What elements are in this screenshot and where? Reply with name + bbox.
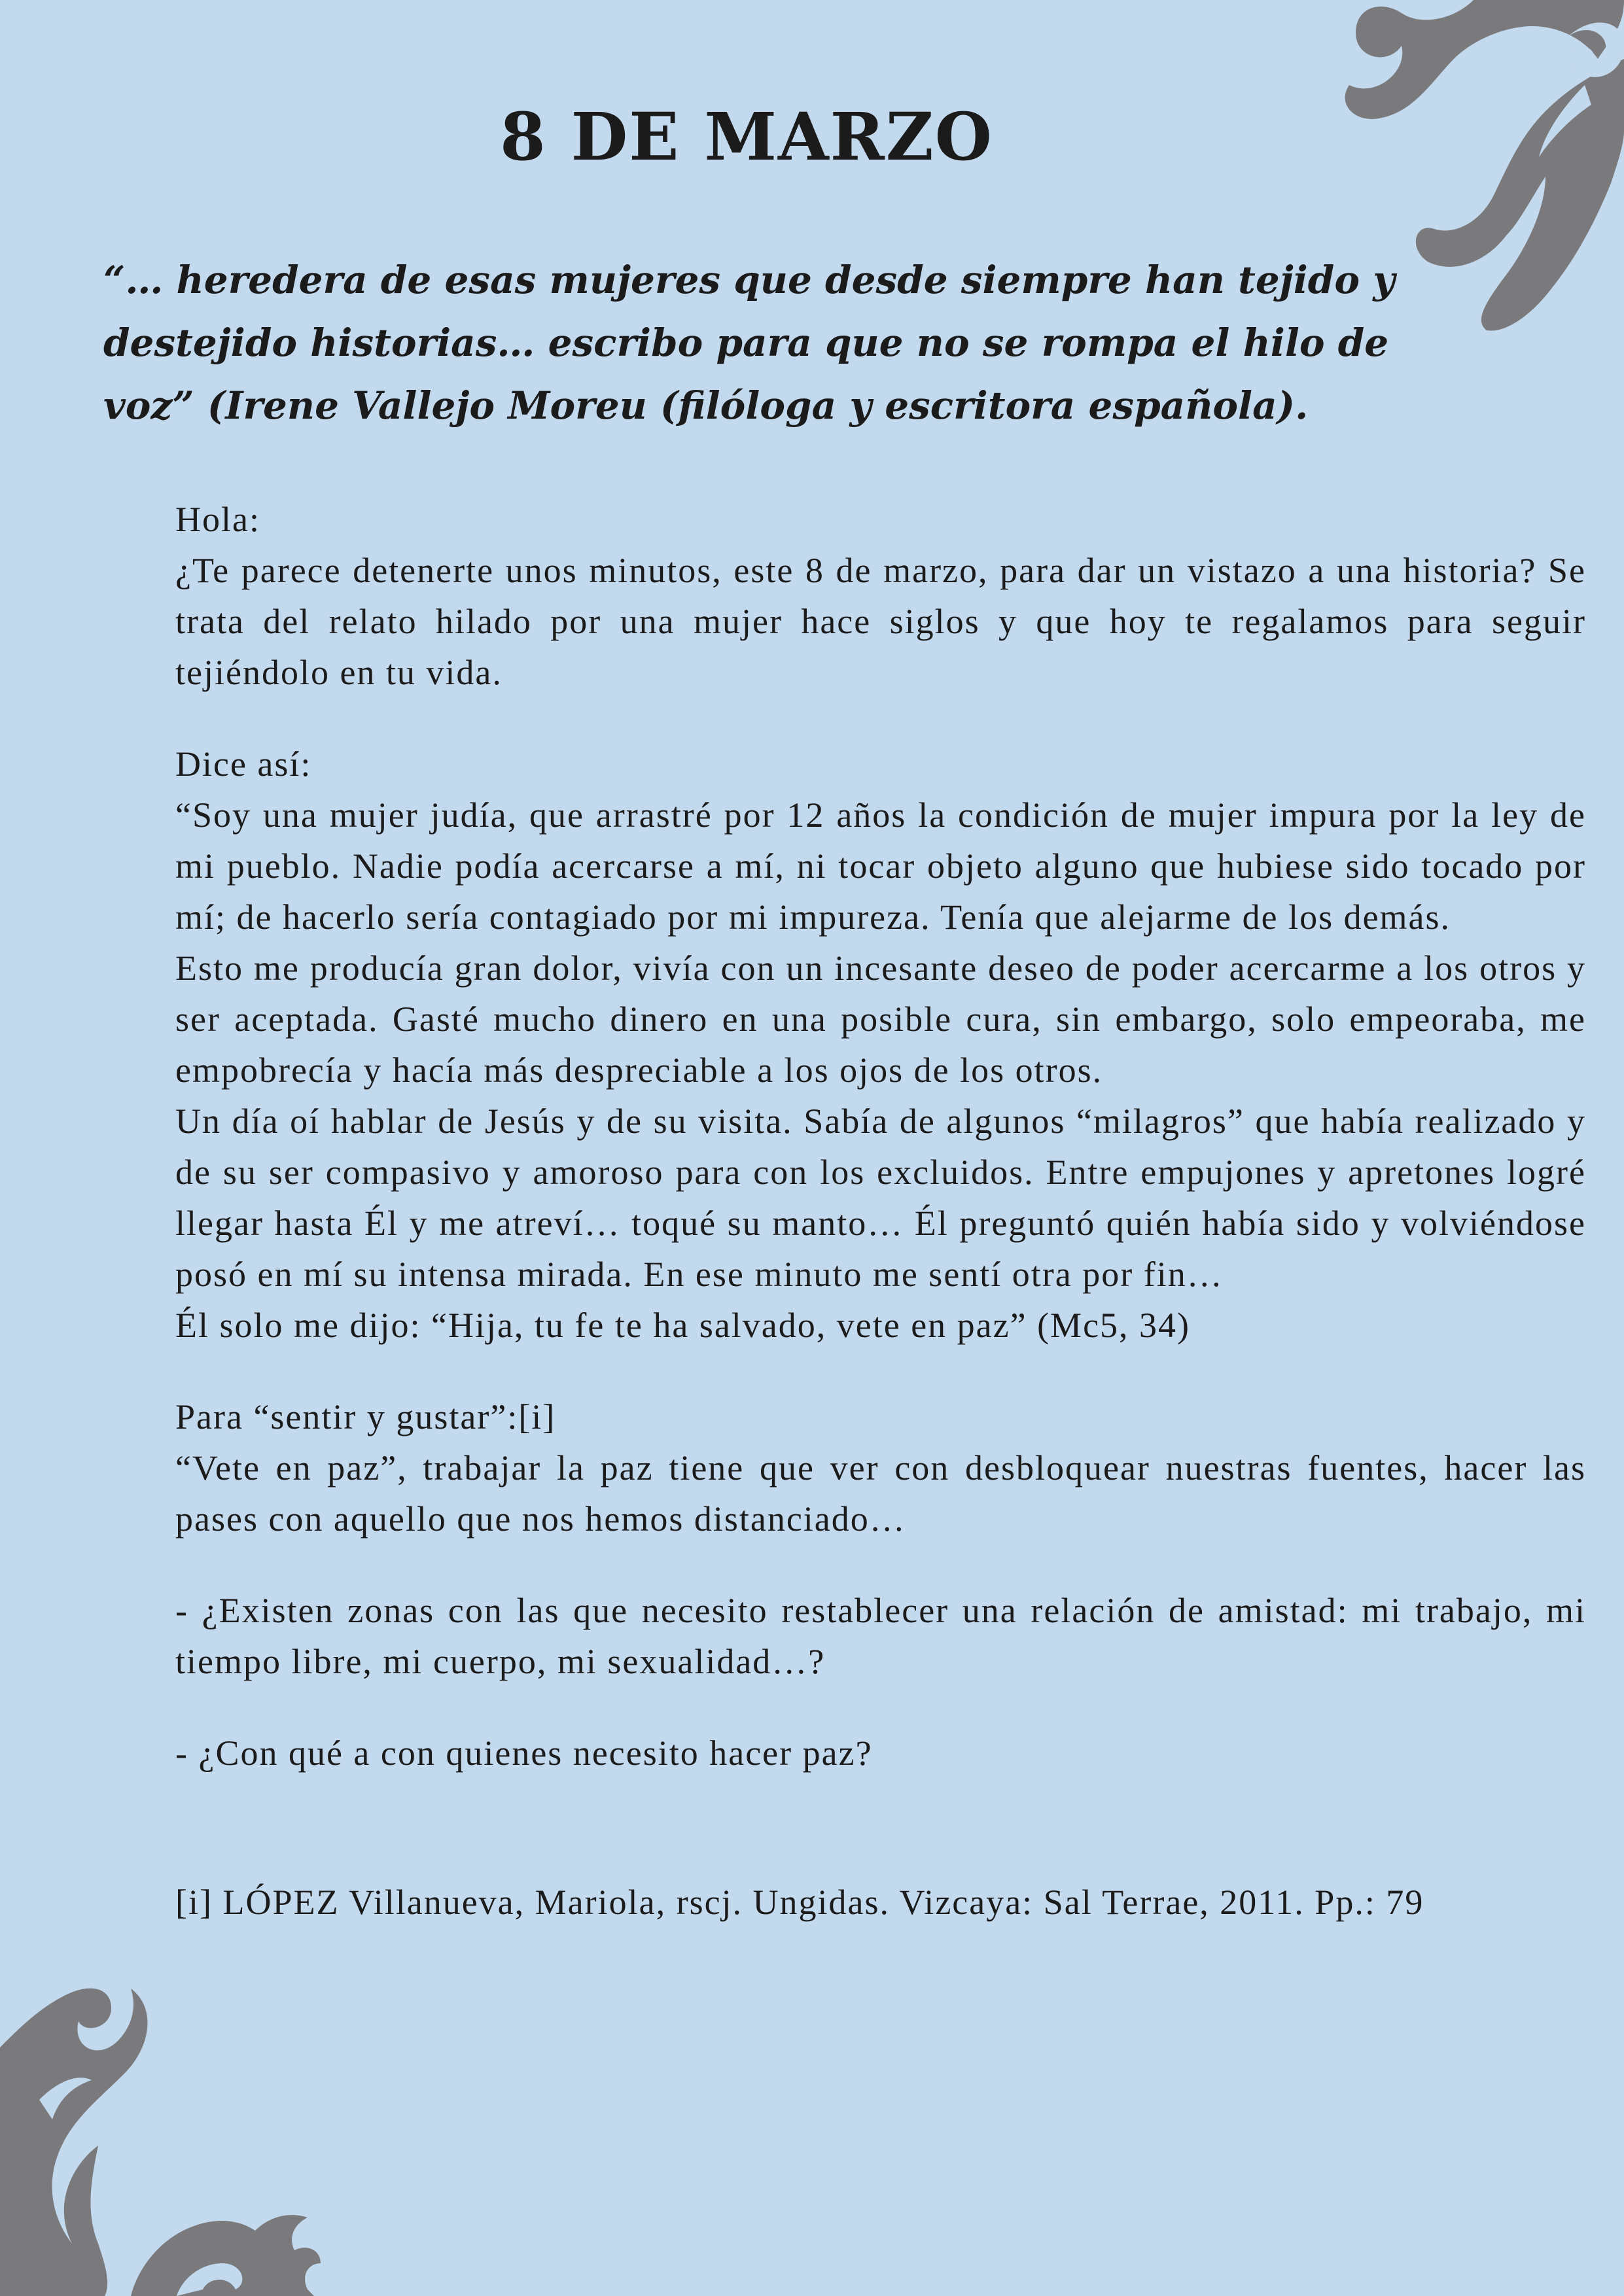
floral-ornament-bottom-left-icon [0,1969,327,2296]
story-paragraph: Esto me producía gran dolor, vivía con un incesante deseo de poder acercarme a los otros y ser aceptada. Gasté mucho dinero en una posible cura, sin embargo, solo empeoraba, me empobrecía y hacía más despreciable a los ojos de los otros. [175,948,1586,1090]
footnote: [i] LÓPEZ Villanueva, Mariola, rscj. Ungidas. Vizcaya: Sal Terrae, 2011. Pp.: 79 [175,1883,1424,1922]
sentir-heading: Para “sentir y gustar”:[i] [175,1397,556,1436]
letter-body [175,494,1586,1928]
intro-paragraph: ¿Te parece detenerte unos minutos, este 8 de marzo, para dar un vistazo a una historia? Se trata del relato hilado por una mujer hace siglos y que hoy te regalamos para seguir tejiéndolo en tu vida. [175,551,1586,692]
story-paragraph: Él solo me dijo: “Hija, tu fe te ha salvado, vete en paz” (Mc5, 34) [175,1306,1191,1345]
story-paragraph: Un día oí hablar de Jesús y de su visita. Sabía de algunos “milagros” que había realizado y de su ser compasivo y amoroso para con los excluidos. Entre empujones y apretones logré llegar hasta Él y me atreví… toqué su manto… Él preguntó quién había sido y volviéndose posó en mí su intensa mirada. En ese minuto me sentí otra por fin… [175,1102,1586,1294]
greeting: Hola: [175,500,260,539]
page-title: 8 DE MARZO [500,98,993,175]
epigraph-quote: “… heredera de esas mujeres que desde siempre han tejido y destejido historias… escribo para que no se rompa el hilo de voz” (Irene Vallejo Moreu (filóloga y escritora española). [103,258,1395,428]
story-paragraph: “Soy una mujer judía, que arrastré por 12 años la condición de mujer impura por la ley de mi pueblo. Nadie podía acercarse a mí, ni tocar objeto alguno que hubiese sido tocado por mí; de hacerlo sería contagiado por mi impureza. Tenía que alejarme de los demás. [175,795,1586,937]
question-item: - ¿Existen zonas con las que necesito restablecer una relación de amistad: mi trabajo, mi tiempo libre, mi cuerpo, mi sexualidad…? [175,1591,1586,1681]
sentir-paragraph: “Vete en paz”, trabajar la paz tiene que ver con desbloquear nuestras fuentes, hacer las pases con aquello que nos hemos distanciado… [175,1448,1586,1539]
question-item: - ¿Con qué a con quienes necesito hacer paz? [175,1733,873,1773]
dice-asi-label: Dice así: [175,744,312,784]
